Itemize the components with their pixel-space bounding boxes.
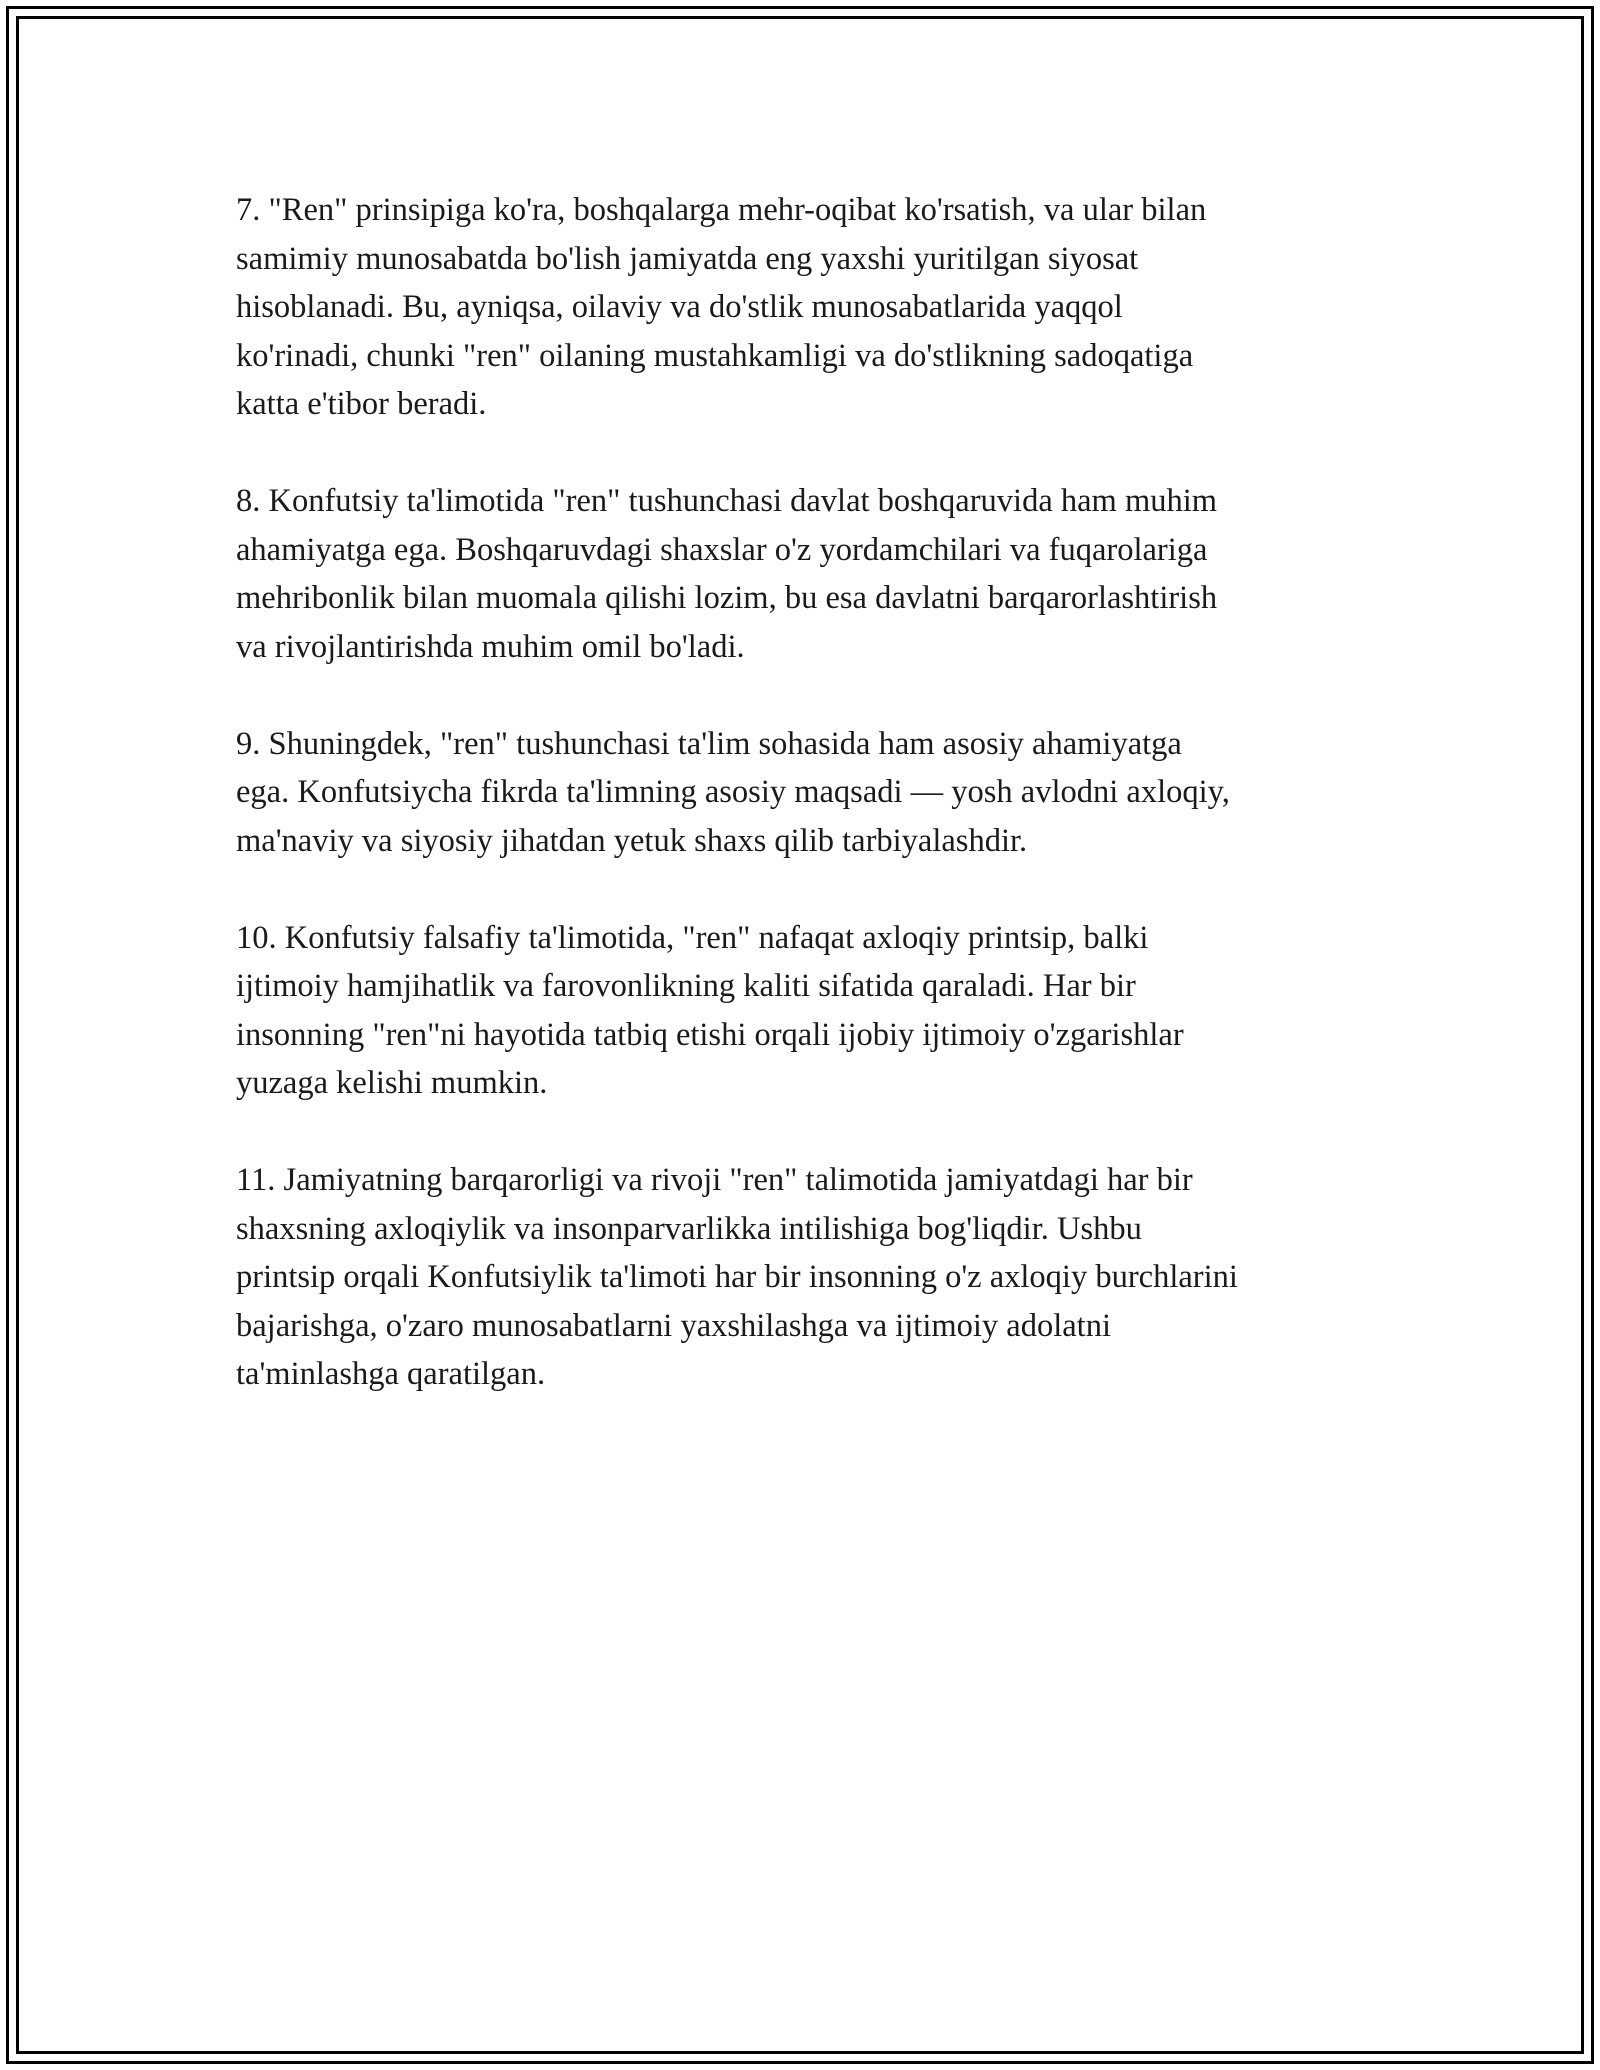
paragraph-11: 11. Jamiyatning barqarorligi va rivoji "ren" talimotida jamiyatdagi har bir shaxsning axloqiylik va insonparvarlikka intilishiga bog'liqdir. Ushbu printsip orqali Konfutsiylik ta'limoti har bir insonning o'z axloqiy burchlarini bajarishga, o'zaro munosabatlarni yaxshilashga va ijtimoiy adolatni ta'minlashga qaratilgan.	[236, 1162, 1238, 1392]
paragraph-10: 10. Konfutsiy falsafiy ta'limotida, "ren" nafaqat axloqiy printsip, balki ijtimoiy hamjihatlik va farovonlikning kaliti sifatida qaraladi. Har bir insonning "ren"ni hayotida tatbiq etishi orqali ijobiy ijtimoiy o'zgarishlar yuzaga kelishi mumkin.	[236, 919, 1184, 1101]
paragraph-8: 8. Konfutsiy ta'limotida "ren" tushunchasi davlat boshqaruvida ham muhim ahamiyatga ega. Boshqaruvdagi shaxslar o'z yordamchilari va fuqarolariga mehribonlik bilan muomala qilishi lozim, bu esa davlatni barqarorlashtirish va rivojlantirishda muhim omil bo'ladi.	[236, 483, 1218, 665]
document-body	[236, 186, 1386, 1447]
paragraph-7: 7. "Ren" prinsipiga ko'ra, boshqalarga mehr-oqibat ko'rsatish, va ular bilan samimiy munosabatda bo'lish jamiyatda eng yaxshi yuritilgan siyosat hisoblanadi. Bu, ayniqsa, oilaviy va do'stlik munosabatlarida yaqqol ko'rinadi, chunki "ren" oilaning mustahkamligi va do'stlikning sadoqatiga katta e'tibor beradi.	[236, 192, 1207, 422]
paragraph-9: 9. Shuningdek, "ren" tushunchasi ta'lim sohasida ham asosiy ahamiyatga ega. Konfutsiycha fikrda ta'limning asosiy maqsadi — yosh avlodni axloqiy, ma'naviy va siyosiy jihatdan yetuk shaxs qilib tarbiyalashdir.	[236, 725, 1230, 859]
